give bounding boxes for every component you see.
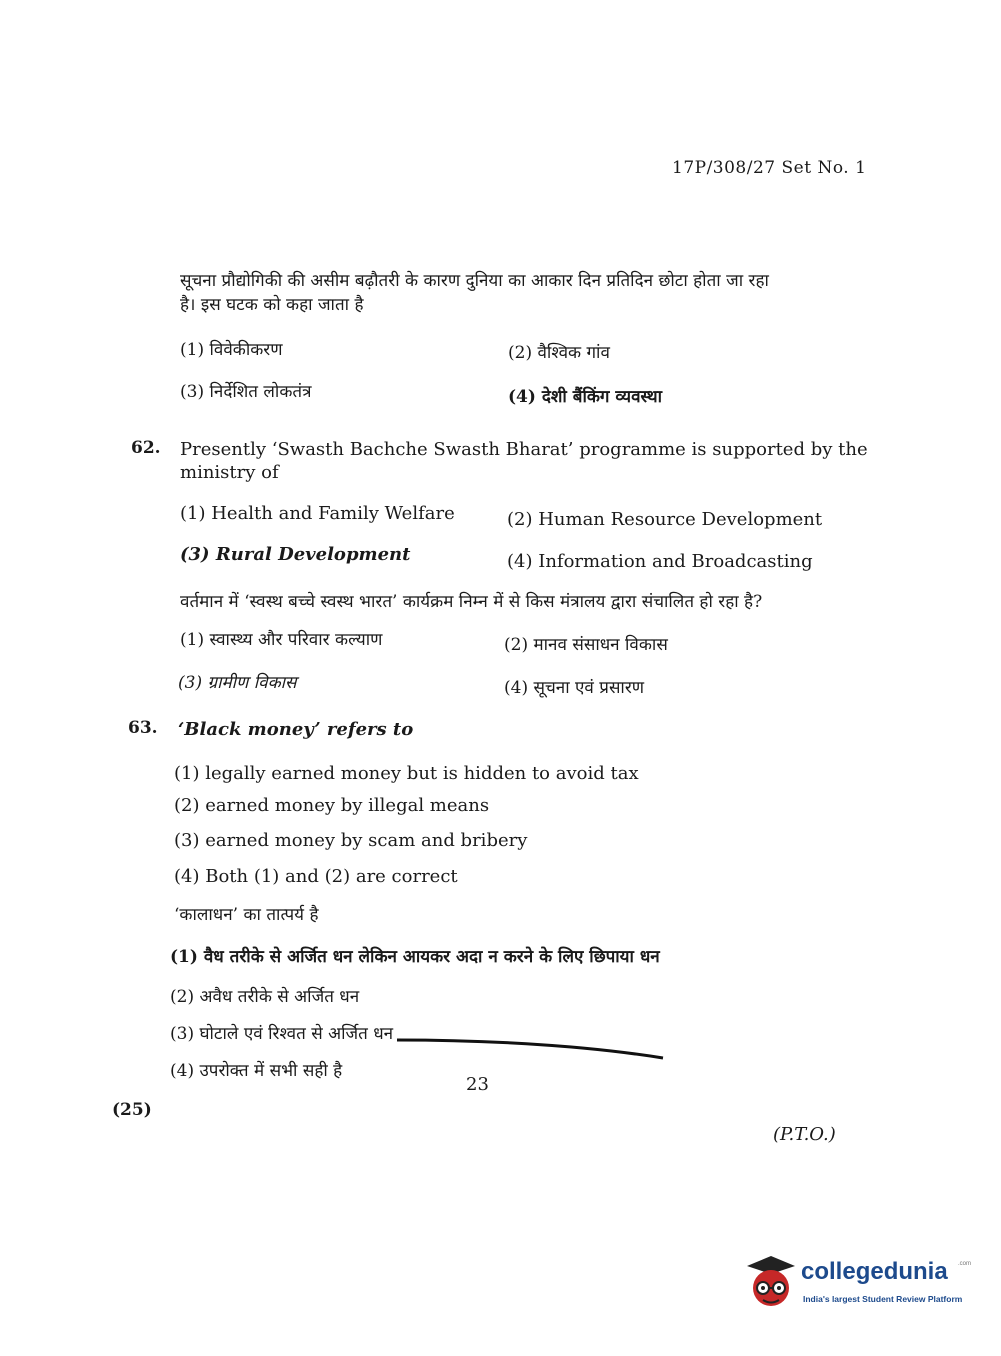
logo-tagline: India's largest Student Review Platform [803,1294,963,1304]
q62-hindi-question: वर्तमान में ‘स्वस्थ बच्चे स्वस्थ भारत’ कार्यक्रम निम्न में से किस मंत्रालय द्वारा संचालित हो रहा है? [180,592,763,612]
pto-label: (P.T.O.) [773,1124,836,1145]
q62-hindi-option-3: (3) ग्रामीण विकास [178,673,297,693]
q62-text-line1: Presently ‘Swasth Bachche Swasth Bharat’ programme is supported by the [180,439,868,460]
q63-hindi-question: ‘कालाधन’ का तात्पर्य है [174,905,319,925]
q61-option-4: (4) देशी बैंकिंग व्यवस्था [508,387,663,407]
q61-hindi-line1: सूचना प्रौद्योगिकी की असीम बढ़ौतरी के कारण दुनिया का आकार दिन प्रतिदिन छोटा होता जा रहा [180,271,769,291]
q62-option-4: (4) Information and Broadcasting [507,551,813,572]
q63-hindi-option-2: (2) अवैध तरीके से अर्जित धन [170,987,360,1007]
q63-option-4: (4) Both (1) and (2) are correct [174,866,458,887]
q62-number: 62. [131,438,161,458]
q61-option-2: (2) वैश्विक गांव [508,343,610,363]
student-mascot-icon [741,1250,799,1312]
q63-option-2: (2) earned money by illegal means [174,795,490,816]
q63-number: 63. [128,718,158,738]
q61-option-1: (1) विवेकीकरण [180,340,283,360]
q62-option-2: (2) Human Resource Development [507,509,823,530]
q63-hindi-option-1: (1) वैध तरीके से अर्जित धन लेकिन आयकर अदा न करने के लिए छिपाया धन [170,947,660,967]
q62-hindi-option-1: (1) स्वास्थ्य और परिवार कल्याण [180,630,383,650]
collegedunia-logo [741,1250,971,1314]
q63-hindi-option-3: (3) घोटाले एवं रिश्वत से अर्जित धन [170,1024,394,1044]
q63-option-1: (1) legally earned money but is hidden to avoid tax [174,763,639,784]
q62-option-3: (3) Rural Development [180,544,411,565]
q63-text: ‘Black money’ refers to [178,719,414,740]
q61-hindi-line2: है। इस घटक को कहा जाता है [180,295,364,315]
q63-hindi-option-4: (4) उपरोक्त में सभी सही है [170,1061,343,1081]
q62-hindi-option-2: (2) मानव संसाधन विकास [504,635,668,655]
q61-option-3: (3) निर्देशित लोकतंत्र [180,382,312,402]
page-number: 23 [466,1074,489,1095]
logo-suffix: .com [958,1261,972,1267]
q62-hindi-option-4: (4) सूचना एवं प्रसारण [504,678,645,698]
logo-name: collegedunia [801,1258,948,1285]
q62-option-1: (1) Health and Family Welfare [180,503,455,524]
paper-code: 17P/308/27 Set No. 1 [672,158,867,178]
footer-left-code: (25) [112,1100,152,1120]
pen-stroke-mark [395,1036,665,1066]
q62-text-line2: ministry of [180,462,279,483]
q63-option-3: (3) earned money by scam and bribery [174,830,528,851]
